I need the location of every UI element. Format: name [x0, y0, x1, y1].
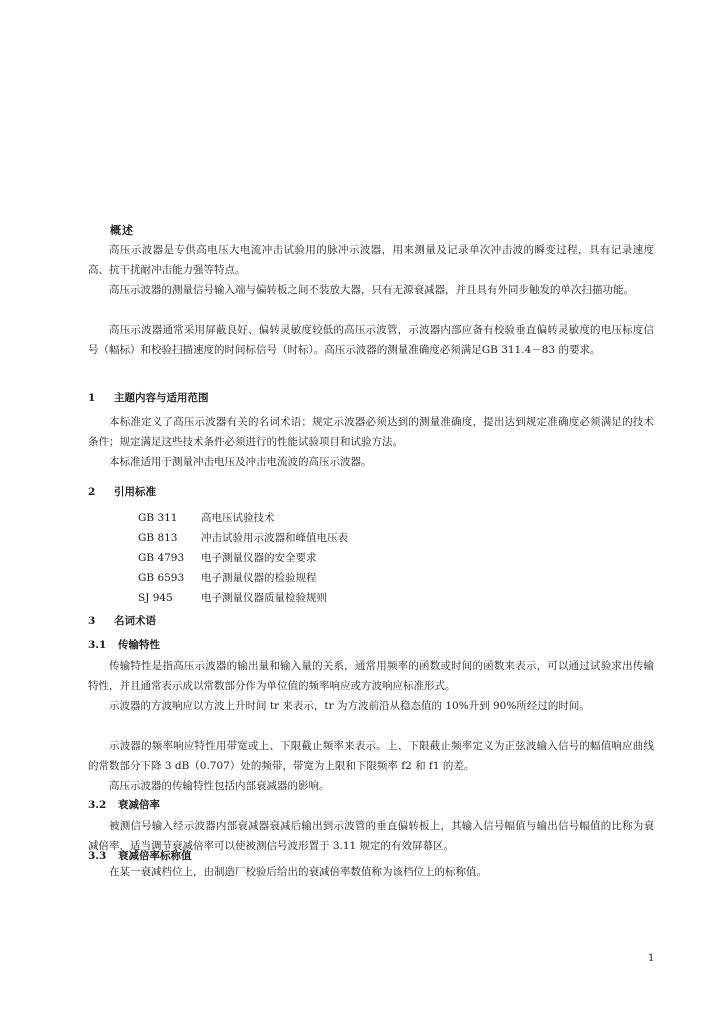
section-title: 名词术语	[114, 615, 156, 627]
page-number: 1	[648, 953, 655, 964]
reference-name: 电子测量仪器的检验规程	[201, 572, 317, 584]
overview-paragraph: 高压示波器的测量信号输入端与偏转板之间不装放大器，只有无源衰减器，并且具有外同步触发的单次扫描功能。	[109, 284, 634, 296]
section-title: 引用标准	[114, 486, 156, 498]
reference-code: SJ 945	[138, 592, 173, 604]
reference-code: GB 4793	[138, 552, 185, 564]
section-number: 2	[88, 486, 96, 498]
reference-name: 电子测量仪器的安全要求	[201, 552, 317, 564]
reference-item	[138, 588, 348, 608]
subsection-3-1-paragraph: 传输特性是指高压示波器的输出量和输入量的关系，通常用频率的函数或时间的函数来表示，可以通过试验求出传输特性，并且通常表示成以常数部分作为单位值的频率响应或方波响应标准形式。	[88, 660, 654, 692]
reference-name: 电子测量仪器质量检验规则	[201, 592, 327, 604]
subsection-3-2-heading	[88, 797, 160, 812]
overview-paragraph: 高压示波器是专供高电压大电流冲击试验用的脉冲示波器，用来测量及记录单次冲击波的瞬变过程，具有记录速度高、抗干扰耐冲击能力强等特点。	[88, 244, 654, 276]
subsection-3-2-paragraph: 被测信号输入经示波器内部衰减器衰减后输出到示波管的垂直偏转板上，其输入信号幅值与输出信号幅值的比称为衰减倍率，适当调节衰减倍率可以使被测信号波形置于 3.11 规定的有效屏幕区。	[88, 820, 654, 852]
section-1-heading	[88, 390, 209, 405]
reference-list	[138, 508, 348, 608]
section-1-paragraph: 本标准定义了高压示波器有关的名词术语；规定示波器必须达到的测量准确度，提出达到规定准确度必须满足的技术条件；规定满足这些技术条件必须进行的性能试验项目和试验方法。	[88, 416, 654, 448]
reference-code: GB 6593	[138, 572, 185, 584]
overview-paragraph: 高压示波器通常采用屏蔽良好、偏转灵敏度较低的高压示波管，示波器内部应备有校验垂直偏转灵敏度的电压标度信号（幅标）和校验扫描速度的时间标信号（时标）。高压示波器的测量准确度必须满足GB 311.4－83 的要求。	[88, 324, 654, 356]
reference-item	[138, 508, 348, 528]
reference-item	[138, 548, 348, 568]
reference-name: 冲击试验用示波器和峰值电压表	[201, 532, 348, 544]
section-2-heading	[88, 484, 156, 499]
reference-code: GB 813	[138, 532, 178, 544]
subsection-3-1-paragraph: 示波器的频率响应特性用带宽或上、下限截止频率来表示。上、下限截止频率定义为正弦波输入信号的幅值响应曲线的常数部分下降 3 dB（0.707）处的频带，带宽为上限和下限频率 f2 和 f1 的差。	[88, 740, 654, 772]
subsection-title: 衰减倍率	[118, 799, 160, 811]
subsection-3-1-paragraph: 高压示波器的传输特性包括内部衰减器的影响。	[109, 780, 330, 792]
section-number: 1	[88, 392, 96, 404]
section-number: 3	[88, 615, 96, 627]
reference-code: GB 311	[138, 512, 178, 524]
overview-title: 概述	[110, 224, 134, 237]
subsection-number: 3.3	[88, 850, 107, 862]
subsection-3-1-paragraph: 示波器的方波响应以方波上升时间 tr 来表示，tr 为方波前沿从稳态值的 10%升到 90%所经过的时间。	[109, 700, 590, 712]
reference-item	[138, 528, 348, 548]
subsection-3-3-heading	[88, 848, 192, 863]
reference-item	[138, 568, 348, 588]
subsection-3-3-paragraph: 在某一衰减档位上，由制造厂校验后给出的衰减倍率数值称为该档位上的标称值。	[109, 866, 487, 878]
section-1-paragraph: 本标准适用于测量冲击电压及冲击电流波的高压示波器。	[109, 456, 372, 468]
subsection-title: 传输特性	[118, 639, 160, 651]
subsection-title: 衰减倍率标称值	[118, 850, 192, 862]
reference-name: 高电压试验技术	[201, 512, 275, 524]
subsection-number: 3.2	[88, 799, 107, 811]
section-title: 主题内容与适用范围	[114, 392, 209, 404]
section-3-heading	[88, 613, 156, 628]
subsection-3-1-heading	[88, 637, 160, 652]
subsection-number: 3.1	[88, 639, 107, 651]
